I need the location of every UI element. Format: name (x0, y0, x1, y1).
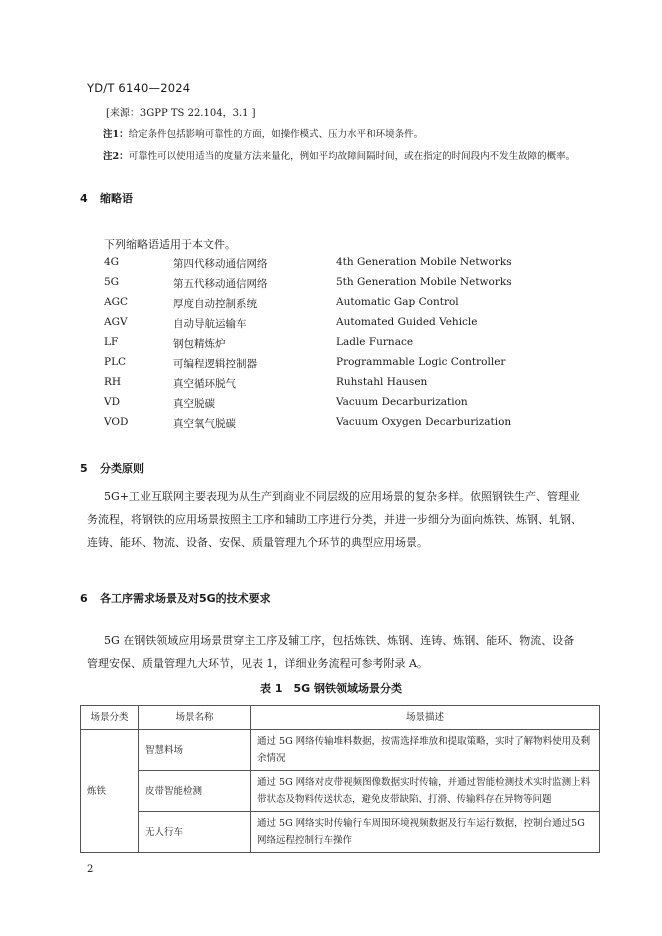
section-6-heading (80, 590, 271, 606)
abbreviation-chinese: 钢包精炼炉 (173, 338, 226, 350)
scenario-desc-cell: 通过 5G 网络实时传输行车周围环境视频数据及行车运行数据，控制台通过5G 网络远程控制行车操作 (251, 812, 600, 853)
abbreviation-term: 4G (104, 256, 120, 268)
scenario-name-cell: 皮带智能检测 (139, 771, 251, 812)
section-6-number: 6 (80, 592, 88, 605)
abbreviation-chinese: 厚度自动控制系统 (173, 298, 257, 310)
abbreviation-term: PLC (104, 356, 127, 368)
abbreviation-term: VD (104, 396, 121, 408)
abbreviation-term: LF (104, 336, 119, 348)
scenario-desc-cell: 通过 5G 网络传输堆料数据，按需选择堆放和提取策略，实时了解物料使用及剩余情况 (251, 730, 600, 771)
section-5-paragraph: 5G+工业互联网主要表现为从生产到商业不同层级的应用场景的复杂多样。依照钢铁生产、管理业务流程，将钢铁的应用场景按照主工序和辅助工序进行分类，并进一步细分为面向炼铁、炼钢、轧钢、连铸、能环、物流、设备、安保、质量管理九个环节的典型应用场景。 (87, 490, 582, 549)
category-cell: 炼铁 (81, 730, 139, 853)
section-6-title: 各工序需求场景及对5G的技术要求 (100, 592, 271, 605)
table-row (81, 812, 600, 853)
abbreviation-english: Ruhstahl Hausen (336, 376, 428, 388)
table-row (81, 771, 600, 812)
table-header-row (81, 706, 600, 730)
page-number: 2 (87, 864, 94, 875)
abbreviation-english: Vacuum Decarburization (336, 396, 468, 408)
abbreviation-english: Ladle Furnace (336, 336, 414, 348)
abbreviation-chinese: 自动导航运输车 (173, 318, 247, 330)
source-citation: [来源：3GPP TS 22.104，3.1 ] (106, 108, 256, 119)
abbreviation-english: Automated Guided Vehicle (336, 316, 478, 328)
header-name: 场景名称 (139, 706, 251, 730)
table-row (81, 730, 600, 771)
section-5-number: 5 (80, 462, 88, 475)
note-1-text: 给定条件包括影响可靠性的方面，如操作模式、压力水平和环境条件。 (128, 129, 424, 140)
abbreviation-term: RH (104, 376, 122, 388)
abbreviation-english: Programmable Logic Controller (336, 356, 506, 368)
abbreviation-chinese: 第五代移动通信网络 (173, 278, 268, 290)
abbreviation-chinese: 真空脱碳 (173, 398, 215, 410)
scenario-name-cell: 无人行车 (139, 812, 251, 853)
abbreviation-english: Vacuum Oxygen Decarburization (336, 416, 512, 428)
note-2-label: 注2： (103, 151, 129, 162)
abbreviation-english: 4th Generation Mobile Networks (336, 256, 512, 268)
table-caption: 表 1 5G 钢铁领域场景分类 (260, 682, 402, 695)
section-5-heading (80, 460, 144, 476)
note-1 (103, 126, 423, 140)
note-1-label: 注1： (103, 129, 129, 140)
abbreviation-english: 5th Generation Mobile Networks (336, 276, 512, 288)
abbreviation-chinese: 真空氧气脱碳 (173, 418, 236, 430)
abbreviation-term: 5G (104, 276, 120, 288)
scenario-table (80, 705, 600, 853)
standard-code: YD/T 6140—2024 (87, 81, 191, 95)
abbreviation-term: AGV (104, 316, 128, 328)
note-2 (103, 148, 575, 162)
abbreviation-term: AGC (104, 296, 129, 308)
abbreviation-chinese: 可编程逻辑控制器 (173, 358, 257, 370)
section-4-intro: 下列缩略语适用于本文件。 (104, 238, 236, 251)
header-category: 场景分类 (81, 706, 139, 730)
section-4-title: 缩略语 (100, 192, 133, 205)
scenario-name-cell: 智慧料场 (139, 730, 251, 771)
note-2-text: 可靠性可以使用适当的度量方法来量化，例如平均故障间隔时间，或在指定的时间段内不发生故障的概率。 (128, 151, 576, 162)
abbreviation-english: Automatic Gap Control (336, 296, 459, 308)
section-4-heading (80, 190, 133, 206)
abbreviation-term: VOD (104, 416, 129, 428)
scenario-desc-cell: 通过 5G 网络对皮带视频图像数据实时传输，并通过智能检测技术实时监测上料带状态及物料传送状态，避免皮带缺陷、打滑、传输料存在异物等问题 (251, 771, 600, 812)
abbreviation-chinese: 第四代移动通信网络 (173, 258, 268, 270)
header-description: 场景描述 (251, 706, 600, 730)
abbreviation-chinese: 真空循环脱气 (173, 378, 236, 390)
section-4-number: 4 (80, 192, 88, 205)
section-5-title: 分类原则 (100, 462, 144, 475)
section-6-paragraph: 5G 在钢铁领域应用场景贯穿主工序及辅工序，包括炼铁、炼钢、连铸、炼钢、能环、物流、设备管理安保、质量管理九大环节，见表 1，详细业务流程可参考附录 A。 (87, 634, 575, 670)
